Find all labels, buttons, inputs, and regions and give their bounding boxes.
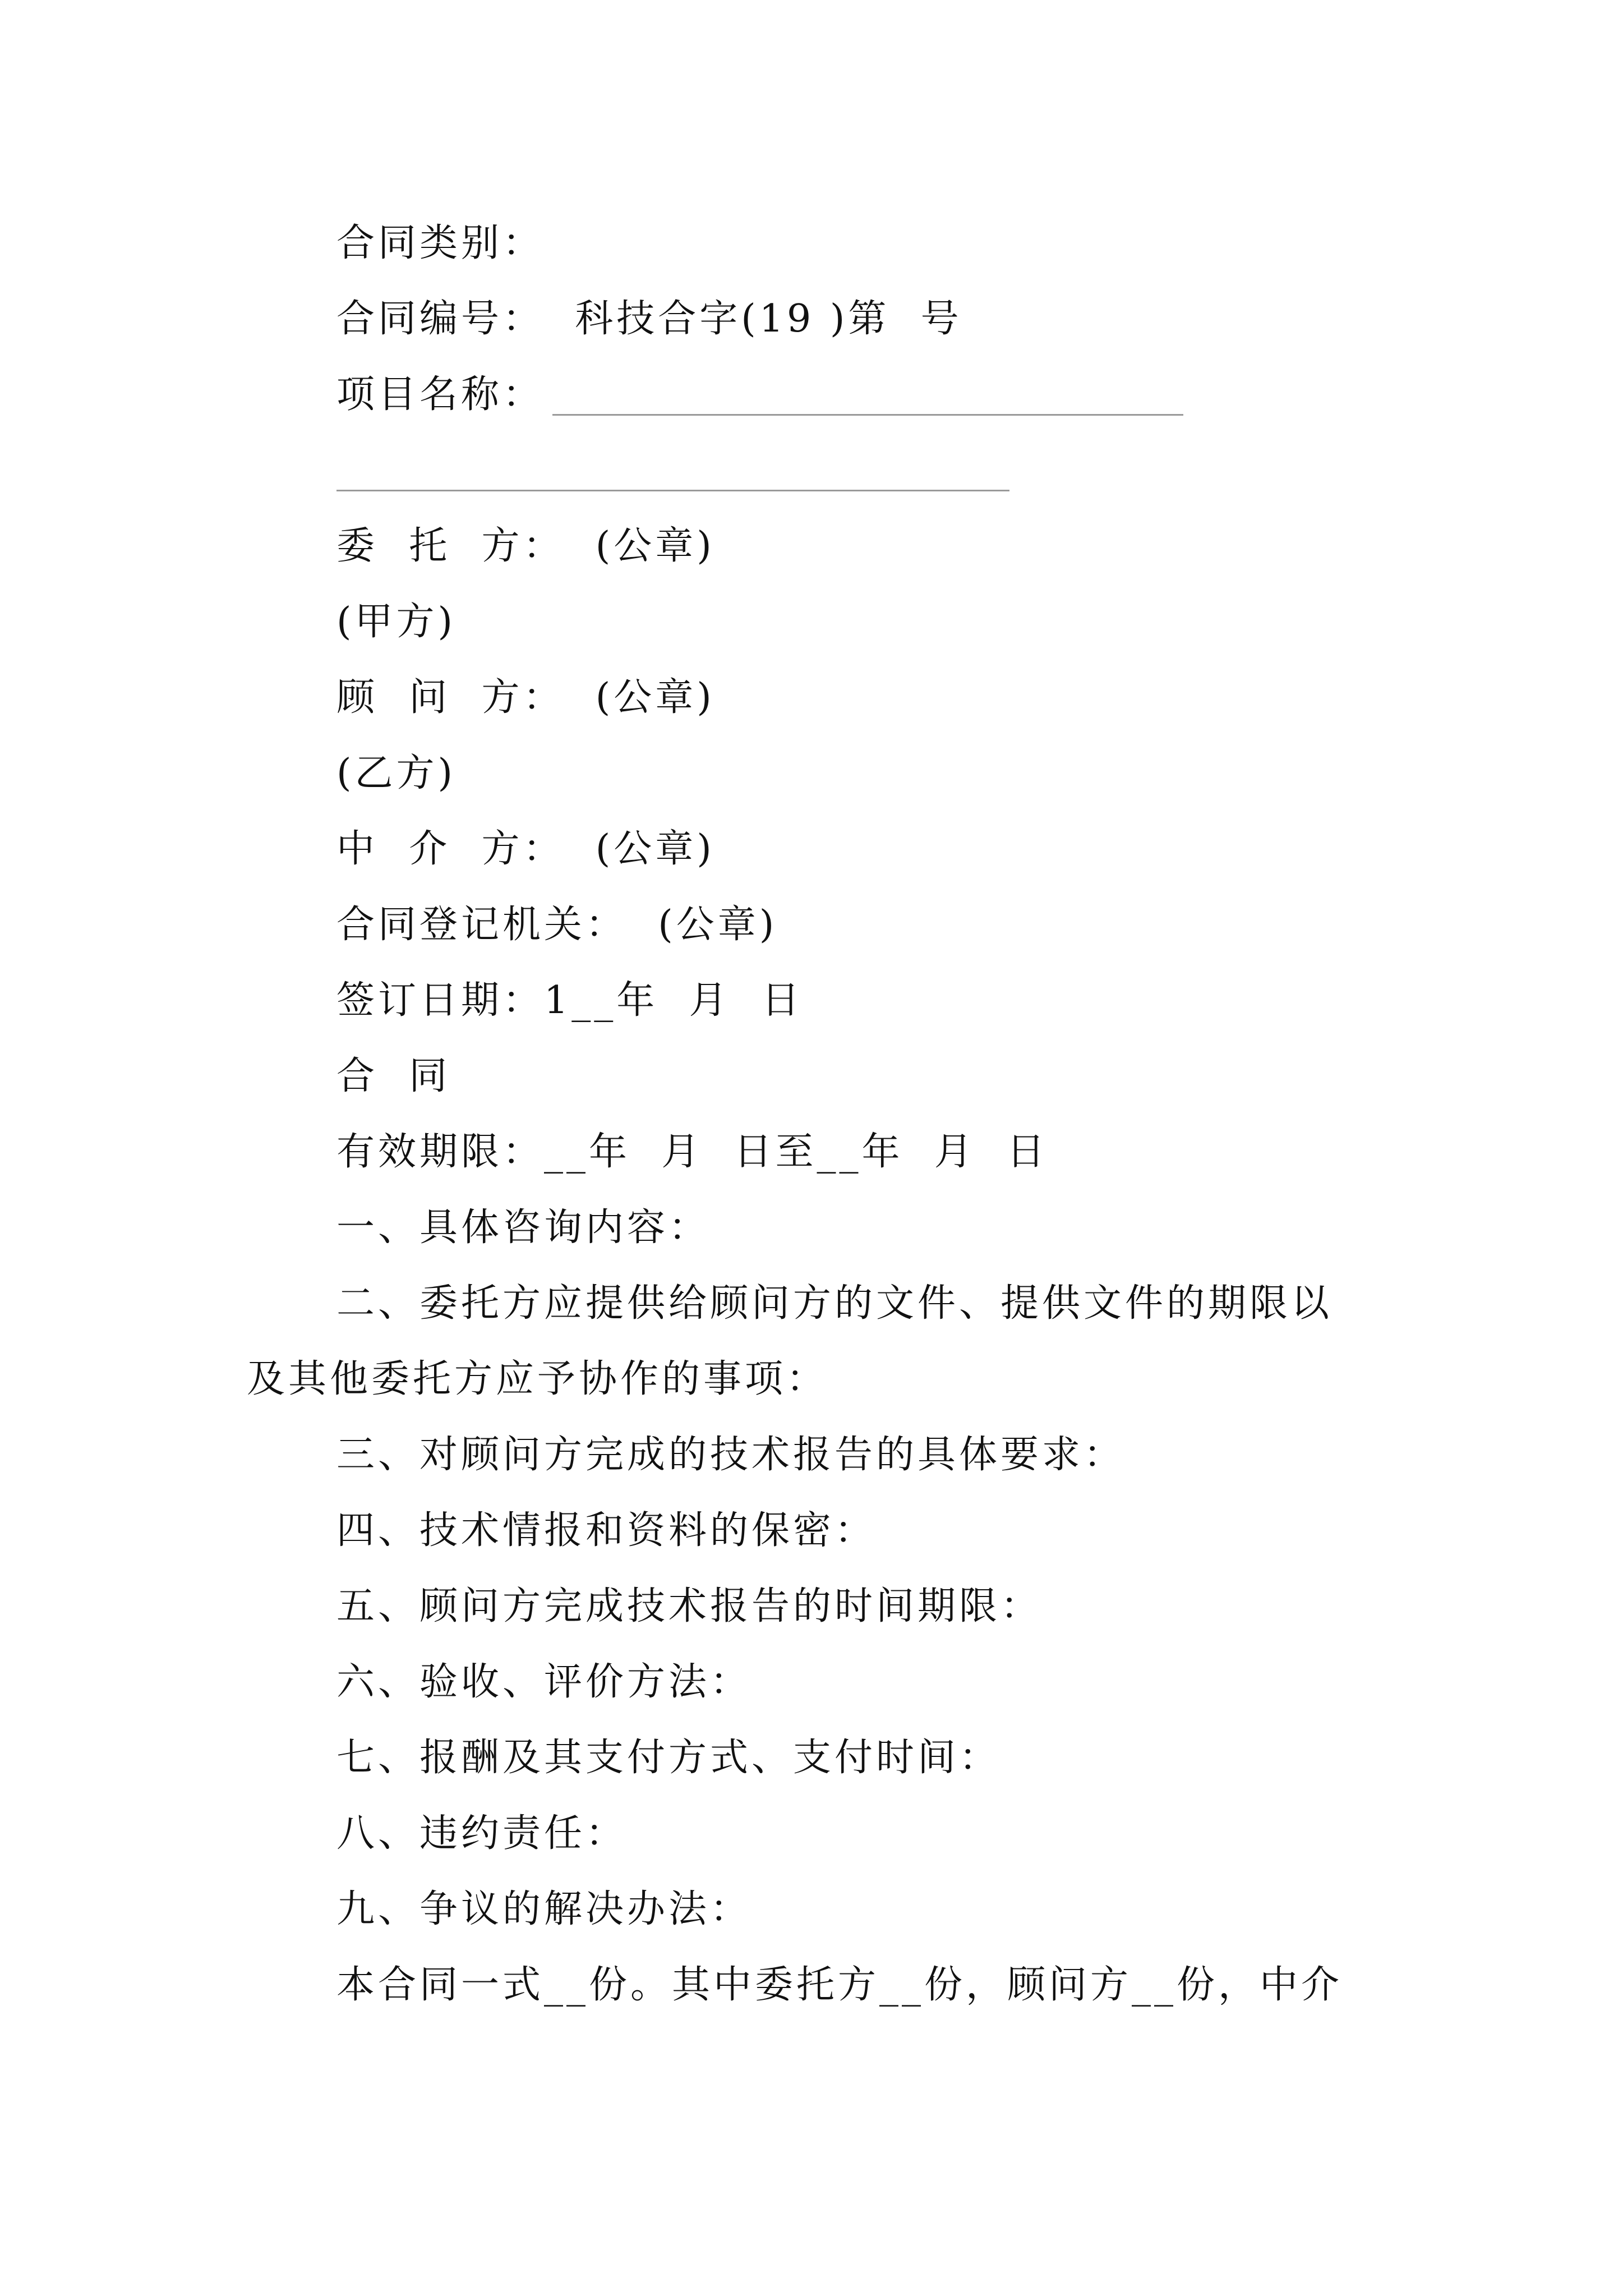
clause-item-continuation: 及其他委托方应予协作的事项： (247, 1357, 828, 1401)
contract-category-label: 合同类别： (336, 221, 545, 265)
clause-item: 四、技术情报和资料的保密： (336, 1508, 877, 1553)
project-name-blank-line-2 (336, 490, 1009, 491)
consultant-role: (乙方) (336, 751, 457, 795)
registry-authority-line: 合同登记机关： (公章) (336, 903, 778, 947)
copies-clause-line: 本合同一式__份。其中委托方__份，顾问方__份，中介 (336, 1963, 1343, 2007)
clause-item: 三、对顾问方完成的技术报告的具体要求： (336, 1433, 1126, 1477)
clause-item: 一、具体咨询内容： (336, 1205, 711, 1250)
consultant-party-line: 顾 问 方： (公章) (336, 675, 715, 720)
clause-item: 八、违约责任： (336, 1811, 628, 1856)
client-role: (甲方) (336, 600, 457, 644)
project-name-label: 项目名称： (336, 372, 545, 417)
contract-heading: 合 同 (336, 1054, 451, 1098)
contract-number-line: 合同编号： 科技合字(19 )第 号 (336, 297, 962, 341)
intermediary-party-line: 中 介 方： (公章) (336, 827, 715, 871)
clause-item: 六、验收、评价方法： (336, 1660, 752, 1704)
signing-date-line: 签订日期：1__年 月 日 (336, 978, 803, 1023)
clause-item: 五、顾问方完成技术报告的时间期限： (336, 1584, 1043, 1628)
project-name-blank-line-1 (552, 414, 1183, 416)
validity-period-line: 有效期限：__年 月 日至__年 月 日 (336, 1130, 1048, 1174)
clause-item: 二、委托方应提供给顾问方的文件、提供文件的期限以 (336, 1281, 1333, 1326)
client-party-line: 委 托 方： (公章) (336, 524, 715, 568)
clause-item: 七、报酬及其支付方式、支付时间： (336, 1736, 1001, 1780)
clause-item: 九、争议的解决办法： (336, 1887, 752, 1931)
